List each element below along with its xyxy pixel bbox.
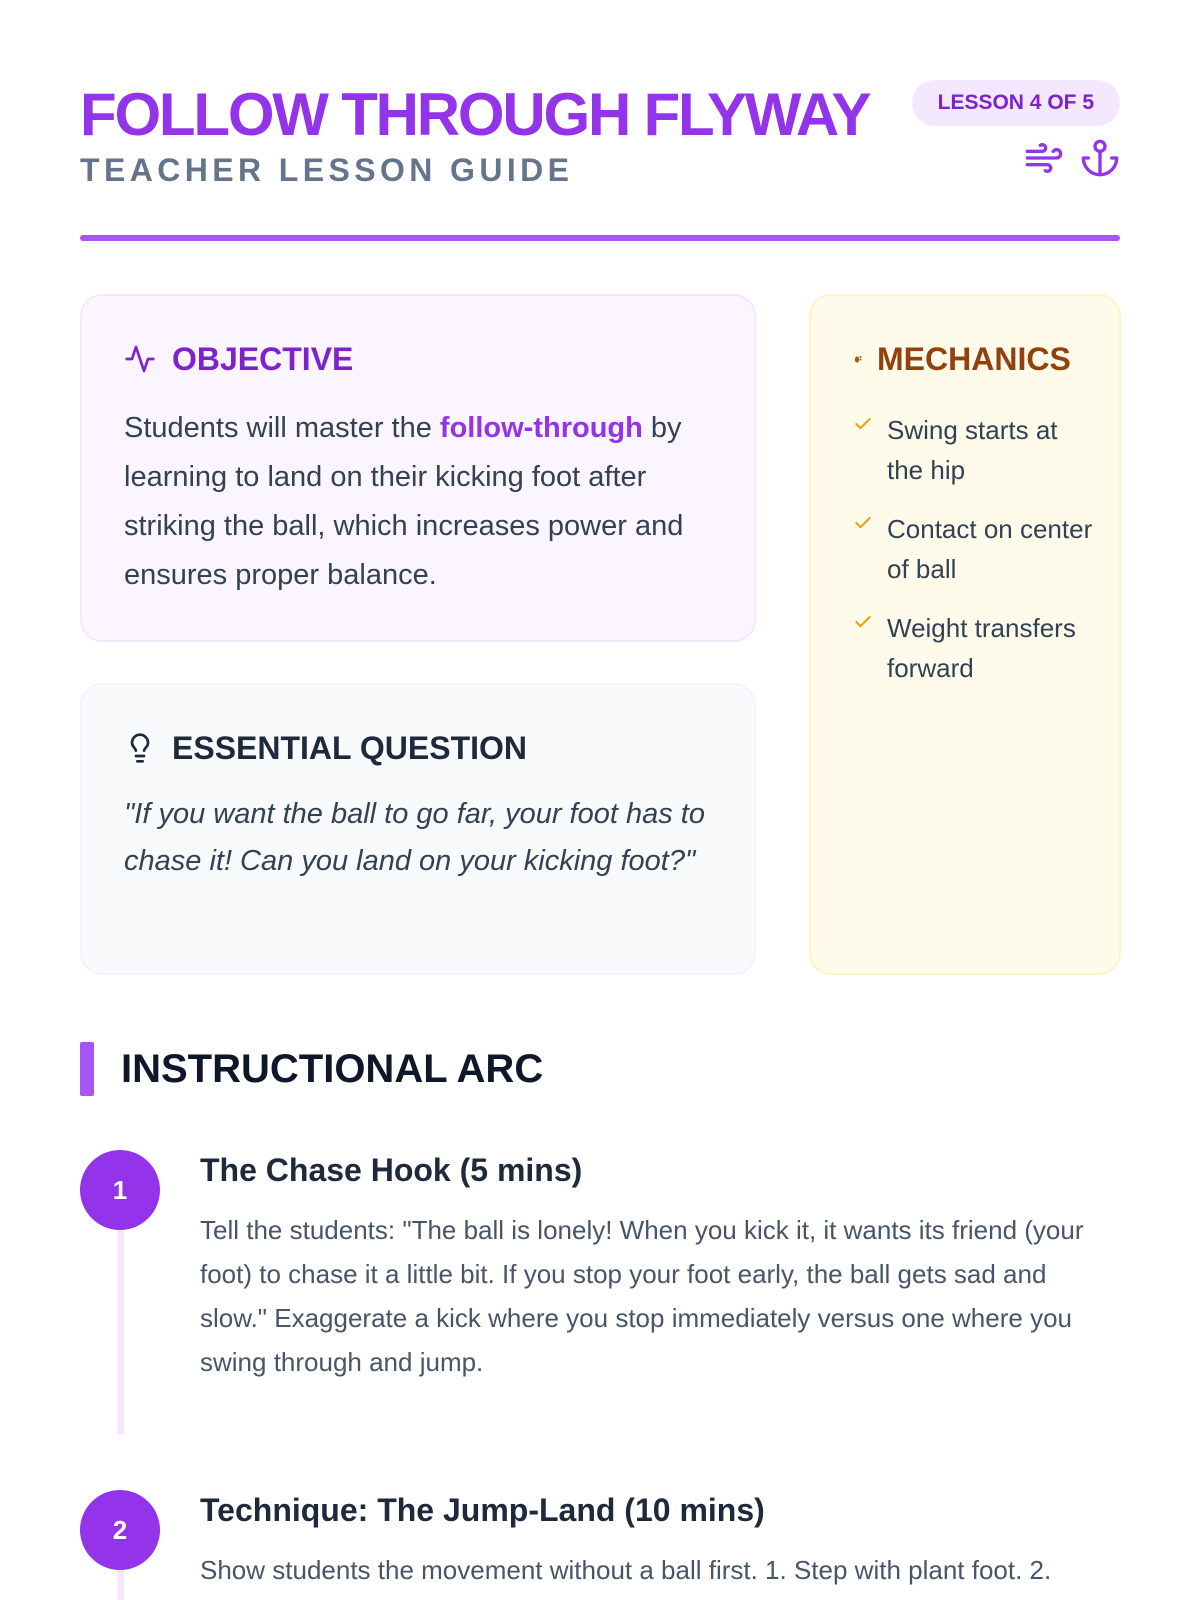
lesson-header	[80, 80, 1120, 240]
header-divider	[80, 235, 1120, 241]
mechanics-item: Weight transfers forward	[887, 613, 1076, 683]
anchor-icon	[1080, 138, 1120, 178]
essential-question-header	[124, 729, 527, 767]
mechanics-item: Contact on center of ball	[887, 514, 1093, 584]
footprint-icon	[853, 354, 863, 364]
essential-question-card	[80, 683, 756, 975]
objective-text-start: Students will master the	[124, 412, 440, 444]
page-title: FOLLOW THROUGH FLYWAY	[80, 81, 870, 148]
step-title: Technique: The Jump-Land (10 mins)	[200, 1492, 765, 1528]
essential-question-title: ESSENTIAL QUESTION	[172, 730, 528, 766]
page-subtitle: TEACHER LESSON GUIDE	[80, 152, 574, 188]
check-icon	[853, 414, 873, 434]
step-title: The Chase Hook (5 mins)	[200, 1152, 583, 1188]
lesson-badge: LESSON 4 OF 5	[912, 80, 1120, 126]
objective-text-end: by learning to land on their kicking foot after striking the ball, which increases power and ensures proper balance.	[124, 412, 684, 591]
step-description: Show students the movement without a ball first. 1. Step with plant foot. 2.	[200, 1555, 1052, 1585]
instructional-arc-heading	[80, 1042, 543, 1096]
mechanics-list	[853, 410, 1093, 707]
mechanics-header	[853, 340, 1071, 378]
list-item	[853, 509, 1093, 589]
essential-question-quote: "If you want the ball to go far, your foot has to chase it! Can you land on your kicking foot?"	[124, 798, 705, 877]
check-icon	[853, 513, 873, 533]
objective-title: OBJECTIVE	[172, 341, 354, 377]
step-number-badge: 1	[80, 1150, 160, 1230]
section-title: INSTRUCTIONAL ARC	[121, 1046, 544, 1091]
mechanics-card	[809, 294, 1121, 975]
objective-text	[124, 404, 724, 600]
lightbulb-icon	[124, 732, 156, 764]
check-icon	[853, 612, 873, 632]
objective-highlight: follow-through	[439, 412, 643, 444]
activity-icon	[124, 343, 156, 375]
mechanics-title: MECHANICS	[877, 341, 1071, 377]
list-item	[853, 410, 1093, 490]
objective-header	[124, 340, 353, 378]
mechanics-item: Swing starts at the hip	[887, 415, 1058, 485]
wind-icon	[1024, 138, 1064, 178]
step-description: Tell the students: "The ball is lonely! When you kick it, it wants its friend (your foot) to chase it a little bit. If you stop your foot early, the ball gets sad and slow." Exaggerate a kick where you stop immediately versus one where you swing through and jump.	[200, 1215, 1084, 1377]
objective-card	[80, 294, 756, 642]
section-accent-bar	[80, 1042, 94, 1096]
header-icons	[1024, 138, 1120, 178]
list-item	[853, 608, 1093, 688]
step-number-badge: 2	[80, 1490, 160, 1570]
